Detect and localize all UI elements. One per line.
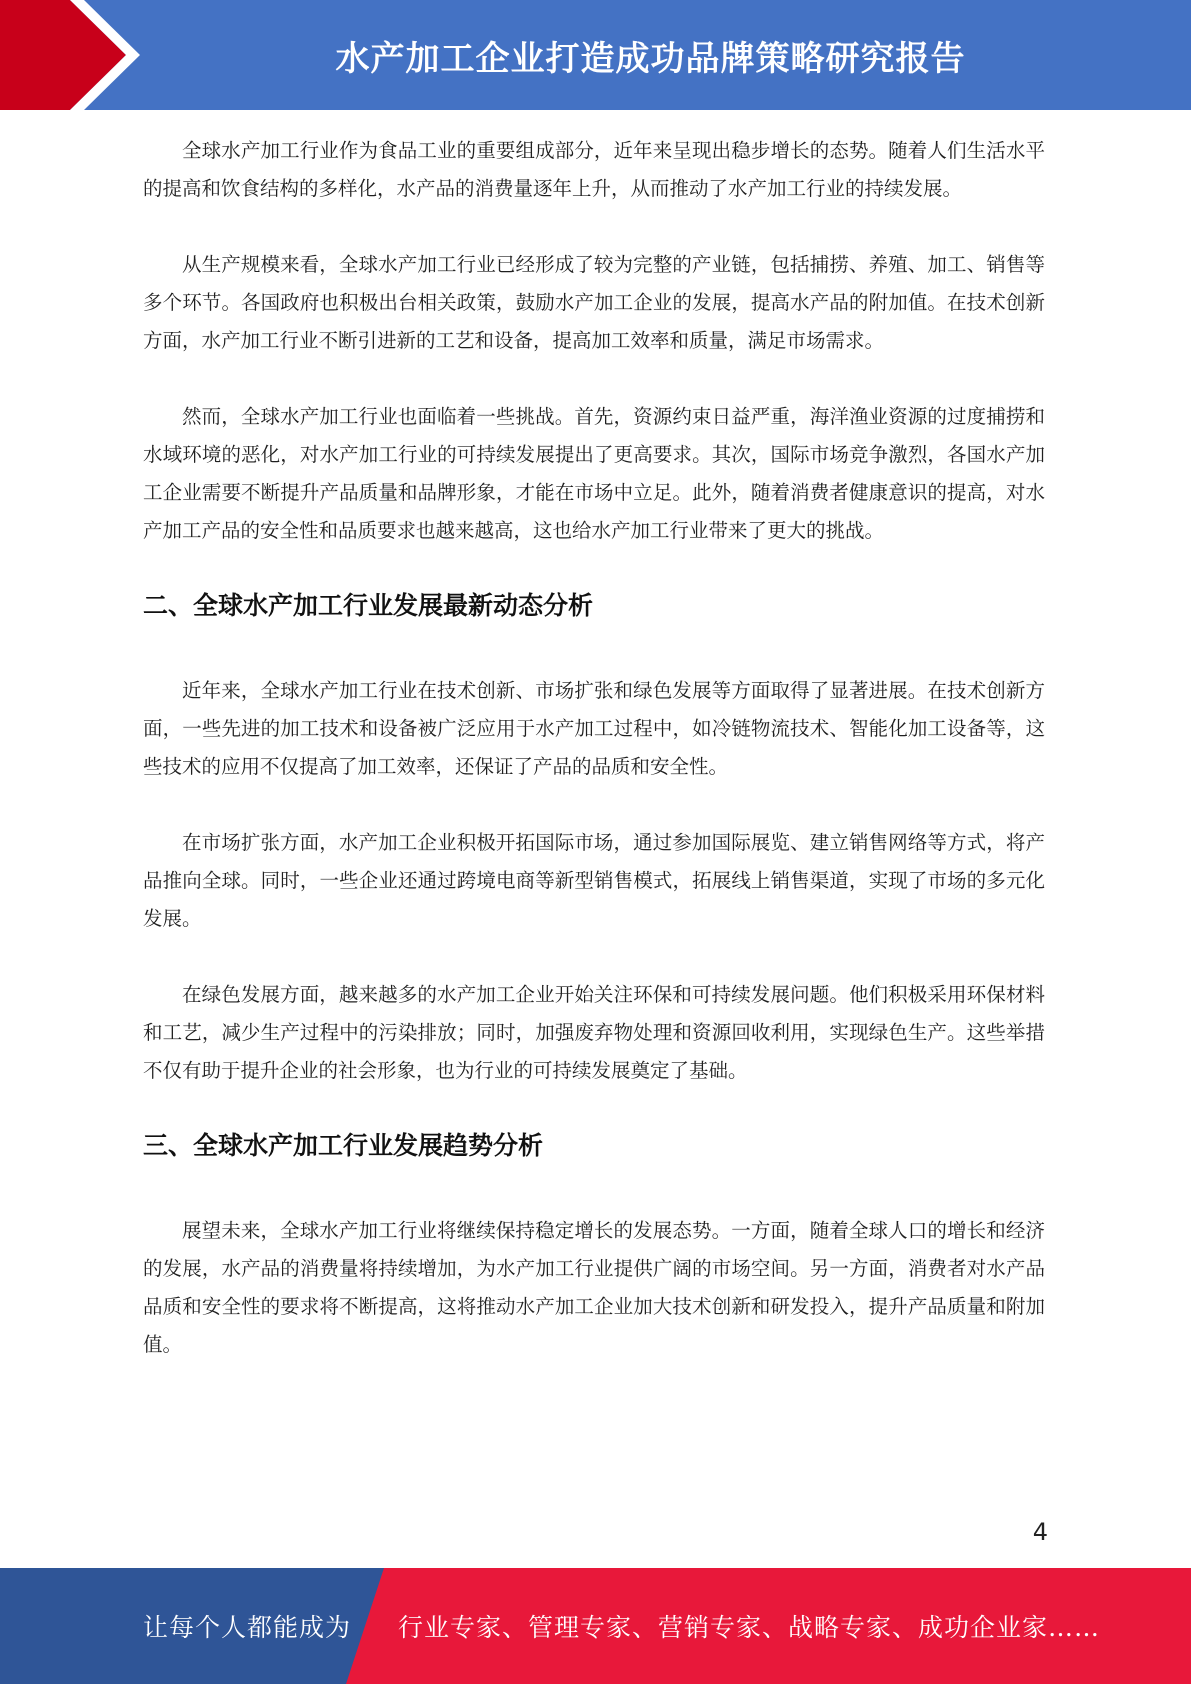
paragraph: 在绿色发展方面，越来越多的水产加工企业开始关注环保和可持续发展问题。他们积极采用环保材料和工艺，减少生产过程中的污染排放；同时，加强废弃物处理和资源回收利用，实现绿色生产。这些举措不仅有助于提升企业的社会形象，也为行业的可持续发展奠定了基础。: [143, 983, 1045, 1082]
paragraph: 在市场扩张方面，水产加工企业积极开拓国际市场，通过参加国际展览、建立销售网络等方式，将产品推向全球。同时，一些企业还通过跨境电商等新型销售模式，拓展线上销售渠道，实现了市场的多元化发展。: [143, 831, 1045, 930]
footer-slogan-left: 让每个人都能成为: [143, 1613, 352, 1642]
paragraph: 然而，全球水产加工行业也面临着一些挑战。首先，资源约束日益严重，海洋渔业资源的过度捕捞和水域环境的恶化，对水产加工行业的可持续发展提出了更高要求。其次，国际市场竞争激烈，各国水产加工企业需要不断提升产品质量和品牌形象，才能在市场中立足。此外，随着消费者健康意识的提高，对水产加工产品的安全性和品质要求也越来越高，这也给水产加工行业带来了更大的挑战。: [143, 405, 1045, 542]
footer-slogan-right: 行业专家、管理专家、营销专家、战略专家、成功企业家……: [398, 1613, 1101, 1642]
page-number: 4: [1032, 1518, 1048, 1546]
header-chevron-icon: [0, 0, 150, 110]
document-body: [143, 132, 1045, 1402]
paragraph: 从生产规模来看，全球水产加工行业已经形成了较为完整的产业链，包括捕捞、养殖、加工、销售等多个环节。各国政府也积极出台相关政策，鼓励水产加工企业的发展，提高水产品的附加值。在技术创新方面，水产加工行业不断引进新的工艺和设备，提高加工效率和质量，满足市场需求。: [143, 253, 1045, 352]
page-footer: [0, 1568, 1191, 1684]
report-title: 水产加工企业打造成功品牌策略研究报告: [335, 38, 966, 79]
section-heading: 二、全球水产加工行业发展最新动态分析: [143, 591, 594, 620]
paragraph: 近年来，全球水产加工行业在技术创新、市场扩张和绿色发展等方面取得了显著进展。在技术创新方面，一些先进的加工技术和设备被广泛应用于水产加工过程中，如冷链物流技术、智能化加工设备等，这些技术的应用不仅提高了加工效率，还保证了产品的品质和安全性。: [143, 679, 1045, 778]
page-header: [0, 0, 1191, 110]
section-heading: 三、全球水产加工行业发展趋势分析: [143, 1131, 544, 1160]
paragraph: 展望未来，全球水产加工行业将继续保持稳定增长的发展态势。一方面，随着全球人口的增长和经济的发展，水产品的消费量将持续增加，为水产加工行业提供广阔的市场空间。另一方面，消费者对水产品品质和安全性的要求将不断提高，这将推动水产加工企业加大技术创新和研发投入，提升产品质量和附加值。: [143, 1219, 1045, 1356]
paragraph: 全球水产加工行业作为食品工业的重要组成部分，近年来呈现出稳步增长的态势。随着人们生活水平的提高和饮食结构的多样化，水产品的消费量逐年上升，从而推动了水产加工行业的持续发展。: [143, 139, 1045, 200]
